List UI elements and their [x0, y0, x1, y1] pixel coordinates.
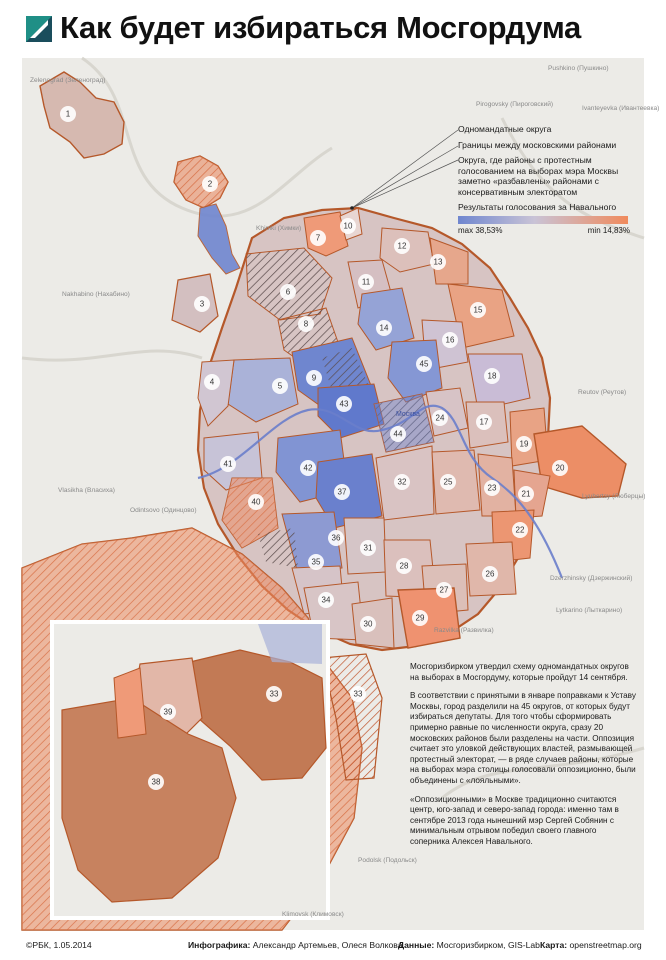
place-pushkino: Pushkino (Пушкино): [548, 65, 609, 72]
inset-marker-33: [266, 686, 282, 702]
district-marker-26: [482, 566, 498, 582]
place-podolsk: Podolsk (Подольск): [358, 857, 417, 864]
header: [0, 0, 666, 58]
district-marker-2: [202, 176, 218, 192]
svg-text:33: 33: [353, 689, 363, 699]
district-marker-32: [394, 474, 410, 490]
footer-infographics-value: Александр Артемьев, Олеся Волкова: [252, 940, 403, 950]
place-odintsovo: Odintsovo (Одинцово): [130, 507, 197, 514]
district-marker-35: [308, 554, 324, 570]
footer-infographics-label: Инфографика:: [188, 940, 251, 950]
district-marker-18: [484, 368, 500, 384]
legend-district-borders: Границы между московскими районами: [458, 139, 617, 150]
district-marker-29: [412, 610, 428, 626]
svg-text:30: 30: [363, 619, 373, 629]
district-marker-25: [440, 474, 456, 490]
district-marker-8: [298, 316, 314, 332]
district-marker-40: [248, 494, 264, 510]
place-lyubertsy: Lyubertsy (Люберцы): [582, 493, 646, 500]
svg-text:33: 33: [269, 689, 279, 699]
svg-text:32: 32: [397, 477, 407, 487]
district-marker-11: [358, 274, 374, 290]
svg-text:21: 21: [521, 489, 531, 499]
district-marker-22: [512, 522, 528, 538]
svg-text:4: 4: [209, 377, 215, 387]
footer-map-value: openstreetmap.org: [569, 940, 642, 950]
svg-text:16: 16: [445, 335, 455, 345]
footer-map: [540, 940, 642, 950]
svg-text:26: 26: [485, 569, 495, 579]
place-razvilka: Razvilka (Развилка): [434, 627, 494, 634]
svg-text:27: 27: [439, 585, 449, 595]
rbc-logo-icon: [26, 16, 52, 42]
district-marker-27: [436, 582, 452, 598]
district-marker-45: [416, 356, 432, 372]
svg-text:7: 7: [315, 233, 321, 243]
district-marker-12: [394, 238, 410, 254]
svg-text:1: 1: [65, 109, 71, 119]
svg-text:15: 15: [473, 305, 483, 315]
svg-text:41: 41: [223, 459, 233, 469]
page-title: Как будет избираться Мосгордума: [60, 10, 581, 45]
district-marker-10: [340, 218, 356, 234]
district-marker-37: [334, 484, 350, 500]
svg-text:20: 20: [555, 463, 565, 473]
district-marker-33: [350, 686, 366, 702]
story-paragraph-2: В соответствии с принятыми в январе поправками к Уставу Москвы, город разделили на 45 округов, от которых будут избираться депутаты. Для того чтобы сформировать примерно равные по численности округа, сразу 20 московских районов были разделены на части. Оппозиция считает это уловкой действующих властей, размывающей протестный электорат, — в ряде случаев районы, которые на выборах мэра столицы голосовали оппозиционно, были объединены с «лояльными».: [410, 691, 636, 785]
legend-protest-districts: Округа, где районы с протестным голосованием на выборах мэра Москвы заметно «разбавлены» районами с консервативным электоратом: [458, 155, 619, 197]
svg-text:10: 10: [343, 221, 353, 231]
place-lytkarino: Lytkarino (Лыткарино): [556, 607, 623, 614]
svg-text:11: 11: [361, 277, 371, 287]
place-vlasikha: Vlasikha (Власиха): [58, 487, 115, 494]
svg-text:35: 35: [311, 557, 321, 567]
svg-text:42: 42: [303, 463, 313, 473]
footer-data: [398, 940, 540, 950]
svg-text:3: 3: [199, 299, 205, 309]
svg-text:2: 2: [207, 179, 213, 189]
svg-text:23: 23: [487, 483, 497, 493]
svg-text:8: 8: [303, 319, 309, 329]
svg-text:44: 44: [393, 429, 403, 439]
district-marker-14: [376, 320, 392, 336]
district-marker-1: [60, 106, 76, 122]
footer-infographics: [188, 940, 403, 950]
svg-text:12: 12: [397, 241, 407, 251]
legend-navalny-results: Результаты голосования за Навального: [458, 202, 617, 212]
footer-data-label: Данные:: [398, 940, 435, 950]
svg-text:28: 28: [399, 561, 409, 571]
story-text: [410, 662, 638, 856]
svg-text:9: 9: [311, 373, 317, 383]
place-ivanteyevka: Ivanteyevka (Ивантеевка): [582, 105, 660, 112]
district-marker-6: [280, 284, 296, 300]
district-marker-17: [476, 414, 492, 430]
story-paragraph-3: «Оппозиционными» в Москве традиционно считаются центр, юго-запад и северо-запад города: именно там в сентябре 2013 года нынешний мэр Сергей Собянин с минимальным отрывом победил своего главного соперника Алексея Навального.: [410, 794, 619, 846]
district-marker-39: [160, 704, 176, 720]
legend-min-label: min 14,83%: [587, 225, 630, 235]
district-marker-4: [204, 374, 220, 390]
svg-text:40: 40: [251, 497, 261, 507]
district-marker-34: [318, 592, 334, 608]
place-zelenograd: Zelenograd (Зеленоград): [30, 77, 106, 84]
district-29-area: [398, 585, 460, 648]
place-khimki: Khimki (Химки): [256, 225, 302, 232]
place-nakhabino: Nakhabino (Нахабино): [62, 291, 130, 298]
svg-text:45: 45: [419, 359, 429, 369]
district-marker-44: [390, 426, 406, 442]
footer: [0, 936, 666, 956]
district-marker-5: [272, 378, 288, 394]
story-paragraph-1: Мосгоризбирком утвердил схему одномандатных округов на выборах в Мосгордуму, которые пройдут 14 сентября.: [410, 662, 629, 682]
place-klimovsk: Klimovsk (Климовск): [282, 911, 344, 918]
svg-text:36: 36: [331, 533, 341, 543]
district-marker-9: [306, 370, 322, 386]
svg-text:19: 19: [519, 439, 529, 449]
svg-text:25: 25: [443, 477, 453, 487]
svg-text:34: 34: [321, 595, 331, 605]
svg-text:31: 31: [363, 543, 373, 553]
svg-text:5: 5: [277, 381, 283, 391]
district-marker-13: [430, 254, 446, 270]
svg-text:38: 38: [151, 777, 161, 787]
legend-single-mandate: Одномандатные округа: [458, 124, 552, 134]
district-marker-21: [518, 486, 534, 502]
district-marker-20: [552, 460, 568, 476]
place-reutov: Reutov (Реутов): [578, 389, 627, 396]
footer-map-label: Карта:: [540, 940, 568, 950]
district-marker-42: [300, 460, 316, 476]
district-marker-24: [432, 410, 448, 426]
district-marker-43: [336, 396, 352, 412]
footer-copyright: ©РБК, 1.05.2014: [26, 940, 92, 950]
svg-text:43: 43: [339, 399, 349, 409]
svg-text:37: 37: [337, 487, 347, 497]
svg-text:39: 39: [163, 707, 173, 717]
district-marker-36: [328, 530, 344, 546]
svg-text:22: 22: [515, 525, 525, 535]
district-marker-28: [396, 558, 412, 574]
svg-text:13: 13: [433, 257, 443, 267]
district-marker-3: [194, 296, 210, 312]
svg-text:24: 24: [435, 413, 445, 423]
district-marker-38: [148, 774, 164, 790]
place-dzerzhinsky: Dzerzhinsky (Дзержинский): [550, 575, 633, 582]
district-marker-7: [310, 230, 326, 246]
legend-gradient-bar: [458, 216, 628, 224]
footer-data-value: Мосгоризбирком, GIS-Lab: [436, 940, 540, 950]
svg-text:14: 14: [379, 323, 389, 333]
district-marker-23: [484, 480, 500, 496]
district-marker-16: [442, 332, 458, 348]
district-marker-31: [360, 540, 376, 556]
district-marker-15: [470, 302, 486, 318]
svg-text:17: 17: [479, 417, 489, 427]
legend-max-label: max 38,53%: [458, 225, 503, 235]
place-moskva: Москва: [396, 411, 420, 418]
place-pirogovsky: Pirogovsky (Пироговский): [476, 101, 554, 108]
district-marker-30: [360, 616, 376, 632]
map-legend: [458, 124, 638, 238]
svg-text:6: 6: [285, 287, 291, 297]
svg-text:18: 18: [487, 371, 497, 381]
district-marker-19: [516, 436, 532, 452]
svg-text:29: 29: [415, 613, 425, 623]
district-marker-41: [220, 456, 236, 472]
